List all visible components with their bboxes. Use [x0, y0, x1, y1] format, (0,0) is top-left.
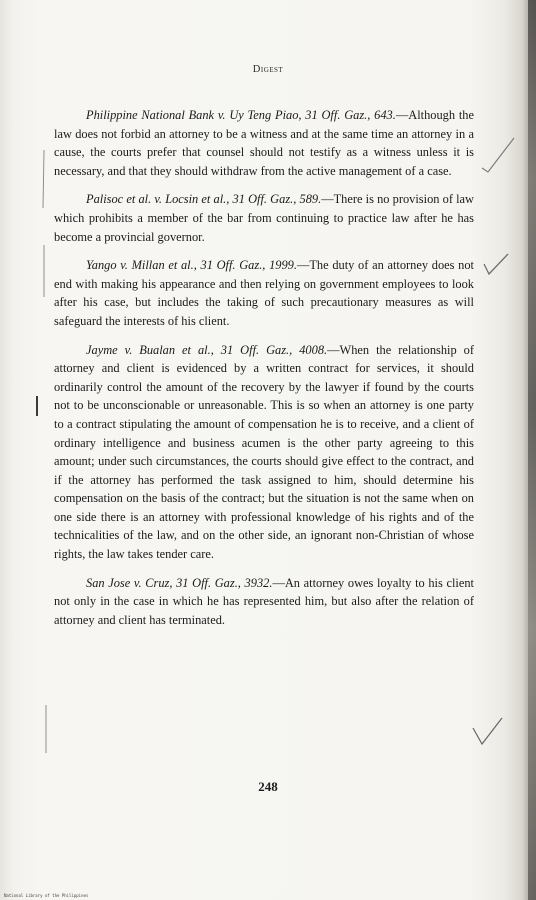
entry-text: —An attorney owes loyalty to his client not only in the case in which he has represented him, but also after the relation of attorney and client has terminated.	[54, 575, 474, 627]
page-number: 248	[258, 779, 278, 794]
checkmark-mark	[478, 134, 518, 174]
case-citation: San Jose v. Cruz, 31 Off. Gaz., 3932.	[86, 575, 273, 590]
digest-body	[54, 106, 474, 639]
margin-line-mark	[34, 396, 40, 418]
entry-text: —There is no provision of law which prohibits a member of the bar from continuing to practice law after he has become a provincial governor.	[54, 192, 475, 244]
margin-line-mark	[42, 705, 50, 755]
running-header: Digest	[252, 64, 284, 75]
entry-text: —Although the law does not forbid an attorney to be a witness and at the same time an attorney in a cause, the courts prefer that counsel should not testify as a witness unless it is necessary, and that they should withdraw from the active management of a case.	[54, 108, 474, 178]
digest-entry	[54, 256, 474, 330]
case-citation: Philippine National Bank v. Uy Teng Piao, 31 Off. Gaz., 643.	[86, 108, 396, 122]
margin-line-mark	[40, 150, 48, 210]
case-citation: Jayme v. Bualan et al., 31 Off. Gaz., 4008.	[86, 342, 328, 357]
digest-entry	[54, 190, 474, 246]
entry-text: —When the relationship of attorney and client is evidenced by a written contract for services, it should ordinarily control the amount of the recovery by the lawyer if found by the courts not to be unconscionable or unreasonable. This is so when an attorney is one party to a contract stipulating the amount of compensation he is to receive, and a client of ordinary intelligence and business acumen is the other party agreeing to this amount; under such circumstances, the courts should give effect to the contract, and if the attorney has performed the task assigned to him, should determine his compensation on the basis of the contract; but the situation is not the same when on one side there is an attorney with professional knowledge of his rights and of the technicalities of the law, and on the other side, an ignorant non-Christian of whose rights, the law takes tender care.	[54, 342, 474, 562]
page-edge-shadow	[528, 0, 536, 900]
digest-entry	[54, 341, 474, 564]
digest-entry	[54, 574, 474, 630]
case-citation: Yango v. Millan et al., 31 Off. Gaz., 1999.	[86, 258, 297, 273]
library-footer: National Library of the Philippines	[4, 893, 89, 898]
margin-line-mark	[40, 245, 48, 300]
case-citation: Palisoc et al. v. Locsin et al., 31 Off. Gaz., 589.	[86, 192, 322, 207]
checkmark-mark	[470, 714, 506, 750]
digest-entry	[54, 106, 474, 180]
entry-text: —The duty of an attorney does not end with making his appearance and then relying on government employees to look after his case, but includes the taking of such precautionary measures as will safeguard the interests of his client.	[54, 258, 474, 328]
checkmark-mark	[480, 250, 512, 282]
